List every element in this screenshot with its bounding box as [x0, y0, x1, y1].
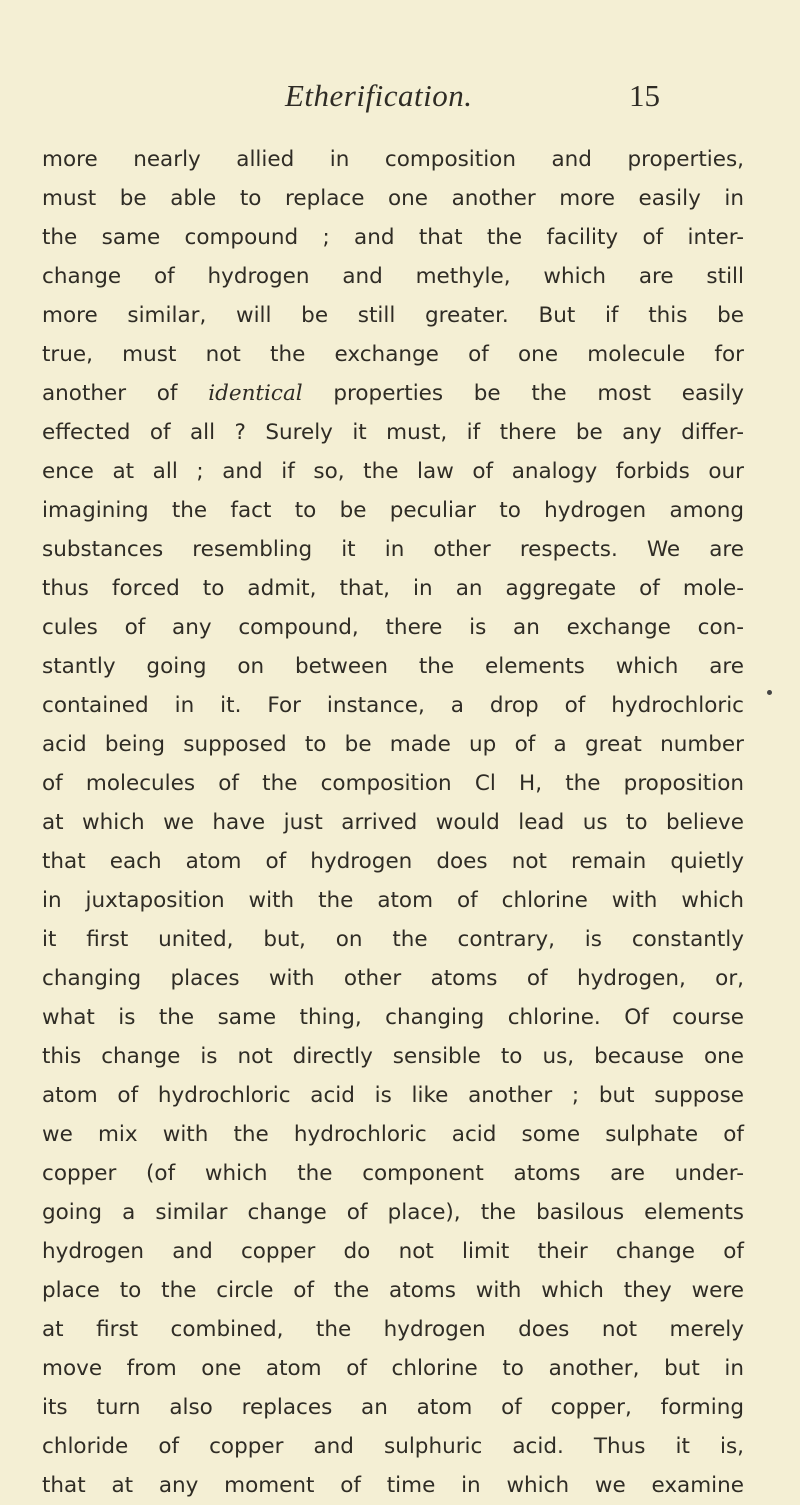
text-line: ence at all ; and if so, the law of analogy forbids our	[42, 459, 744, 484]
text-line: changing places with other atoms of hydrogen, or,	[42, 966, 744, 991]
text-line: in juxtaposition with the atom of chlorine with which	[42, 888, 744, 913]
text-line: copper (of which the component atoms are under-	[42, 1161, 744, 1186]
text-line: we mix with the hydrochloric acid some sulphate of	[42, 1122, 744, 1147]
text-line: move from one atom of chlorine to another, but in	[42, 1356, 744, 1381]
text-line: its turn also replaces an atom of copper, forming	[42, 1395, 744, 1420]
page-number: 15	[629, 78, 660, 113]
text-line: true, must not the exchange of one molecule for	[42, 342, 744, 367]
text-line: imagining the fact to be peculiar to hydrogen among	[42, 498, 744, 523]
text-line: atom of hydrochloric acid is like another ; but suppose	[42, 1083, 744, 1108]
text-line: substances resembling it in other respects. We are	[42, 537, 744, 562]
text-line: change of hydrogen and methyle, which are still	[42, 264, 744, 289]
text-line: hydrogen and copper do not limit their change of	[42, 1239, 744, 1264]
text-line: effected of all ? Surely it must, if there be any differ-	[42, 420, 744, 445]
text-line: place to the circle of the atoms with which they were	[42, 1278, 744, 1303]
text-line: it first united, but, on the contrary, is constantly	[42, 927, 744, 952]
text-line: acid being supposed to be made up of a great number	[42, 732, 744, 757]
margin-mark	[767, 690, 772, 695]
running-title: Etherification.	[285, 78, 473, 113]
emphasized-word: identical	[208, 381, 303, 406]
text-line: going a similar change of place), the basilous elements	[42, 1200, 744, 1225]
text-line: the same compound ; and that the facility of inter-	[42, 225, 744, 250]
text-line: more nearly allied in composition and properties,	[42, 147, 744, 172]
text-line: that each atom of hydrogen does not remain quietly	[42, 849, 744, 874]
text-segment: another of	[42, 381, 178, 406]
text-line: what is the same thing, changing chlorine. Of course	[42, 1005, 744, 1030]
text-line: cules of any compound, there is an exchange con-	[42, 615, 744, 640]
text-segment: properties be the most easily	[333, 381, 745, 406]
page-header	[0, 78, 800, 118]
text-line: contained in it. For instance, a drop of hydrochloric	[42, 693, 744, 718]
body-text	[42, 140, 744, 1505]
text-line: this change is not directly sensible to us, because one	[42, 1044, 744, 1069]
text-line: more similar, will be still greater. But if this be	[42, 303, 744, 328]
text-line-with-emphasis	[42, 374, 744, 413]
text-line: thus forced to admit, that, in an aggregate of mole-	[42, 576, 744, 601]
text-line: at which we have just arrived would lead us to believe	[42, 810, 744, 835]
text-line: must be able to replace one another more easily in	[42, 186, 744, 211]
text-line: chloride of copper and sulphuric acid. Thus it is,	[42, 1434, 744, 1459]
text-line: stantly going on between the elements which are	[42, 654, 744, 679]
text-line: of molecules of the composition Cl H, the proposition	[42, 771, 744, 796]
text-line: that at any moment of time in which we examine	[42, 1473, 744, 1498]
text-line: at first combined, the hydrogen does not merely	[42, 1317, 744, 1342]
